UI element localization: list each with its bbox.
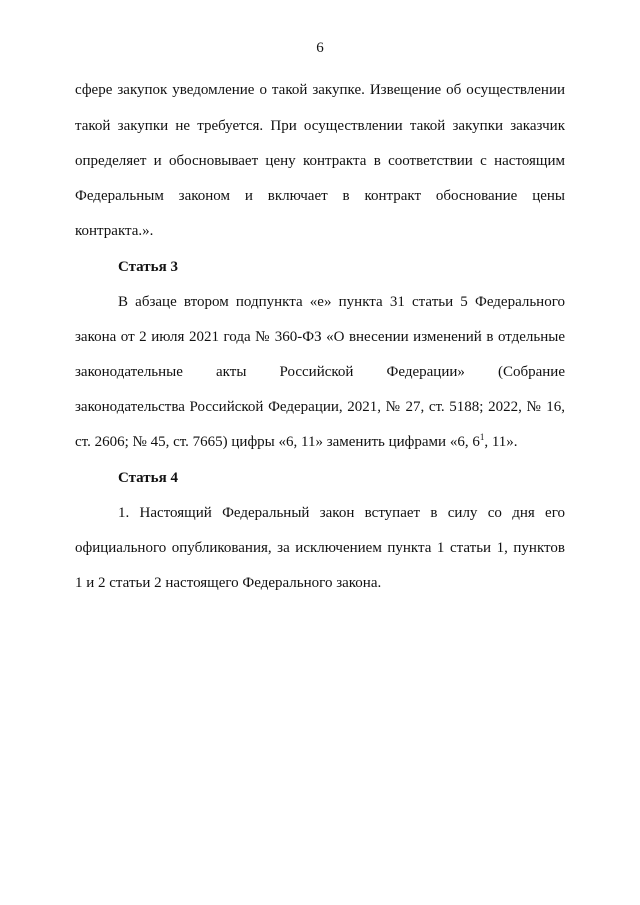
text-line: такой закупки не требуется. При осуществлении такой закупки заказчик [75,118,565,134]
article-heading: Статья 4 [118,470,178,486]
text-line: официального опубликования, за исключением пункта 1 статьи 1, пунктов [75,540,565,556]
text-line: законодательства Российской Федерации, 2021, № 27, ст. 5188; 2022, № 16, [75,399,565,415]
text-line: контракта.». [75,223,154,239]
text-line [75,432,565,452]
article-heading: Статья 3 [118,259,178,275]
text-line: законодательные акты Российской Федерации» (Собрание [75,364,565,380]
text-line: 1. Настоящий Федеральный закон вступает в силу со дня его [118,505,565,521]
page-number: 6 [316,40,324,56]
text-line: Федеральным законом и включает в контракт обоснование цены [75,188,565,204]
text-fragment: ст. 2606; № 45, ст. 7665) цифры «6, 11» заменить цифрами «6, 6 [75,434,480,450]
text-line: закона от 2 июля 2021 года № 360-ФЗ «О внесении изменений в отдельные [75,329,565,345]
text-line: определяет и обосновывает цену контракта в соответствии с настоящим [75,153,565,169]
text-line: сфере закупок уведомление о такой закупке. Извещение об осуществлении [75,82,565,98]
text-line: В абзаце втором подпункта «е» пункта 31 статьи 5 Федерального [118,294,565,310]
text-fragment: , 11». [484,434,518,450]
superscript: 1 [479,432,485,442]
text-line: 1 и 2 статьи 2 настоящего Федерального закона. [75,575,382,591]
